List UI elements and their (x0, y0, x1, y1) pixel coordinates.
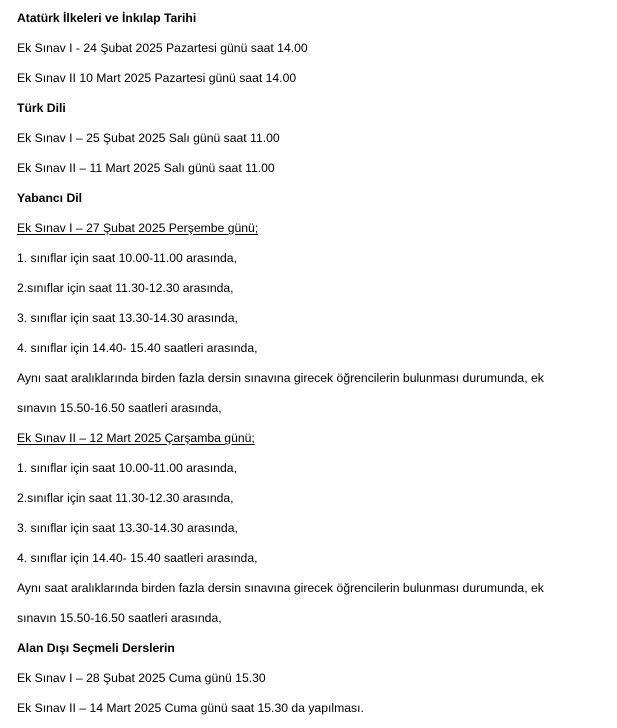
alan-disi-exam-2: Ek Sınav II – 14 Mart 2025 Cuma günü saat 15.30 da yapılması. (17, 701, 364, 715)
ataturk-exam-1: Ek Sınav I - 24 Şubat 2025 Pazartesi günü saat 14.00 (17, 41, 308, 55)
section-heading-turk-dili: Türk Dili (17, 101, 66, 115)
yabanci-dil-exam-2-line: 3. sınıflar için saat 13.30-14.30 arasında, (17, 521, 238, 535)
alan-disi-exam-1: Ek Sınav I – 28 Şubat 2025 Cuma günü 15.30 (17, 671, 266, 685)
yabanci-dil-exam-2-line: 4. sınıflar için 14.40- 15.40 saatleri arasında, (17, 551, 258, 565)
yabanci-dil-exam-2-line: 2.sınıflar için saat 11.30-12.30 arasında, (17, 491, 234, 505)
section-heading-alan-disi: Alan Dışı Seçmeli Derslerin (17, 641, 175, 655)
section-heading-yabanci-dil: Yabancı Dil (17, 191, 83, 205)
yabanci-dil-exam-1-line: 1. sınıflar için saat 10.00-11.00 arasında, (17, 251, 237, 265)
yabanci-dil-exam-1-title: Ek Sınav I – 27 Şubat 2025 Perşembe günü; (17, 221, 259, 235)
turk-dili-exam-2: Ek Sınav II – 11 Mart 2025 Salı günü saat 11.00 (17, 161, 275, 175)
yabanci-dil-exam-1-line: 3. sınıflar için saat 13.30-14.30 arasında, (17, 311, 238, 325)
yabanci-dil-exam-1-line: Aynı saat aralıklarında birden fazla dersin sınavına girecek öğrencilerin bulunması durumunda, ek (17, 371, 544, 385)
yabanci-dil-exam-1-line: 2.sınıflar için saat 11.30-12.30 arasında, (17, 281, 234, 295)
section-heading-ataturk: Atatürk İlkeleri ve İnkılap Tarihi (17, 11, 197, 25)
yabanci-dil-exam-1-line: 4. sınıflar için 14.40- 15.40 saatleri arasında, (17, 341, 258, 355)
turk-dili-exam-1: Ek Sınav I – 25 Şubat 2025 Salı günü saat 11.00 (17, 131, 280, 145)
yabanci-dil-exam-2-line: Aynı saat aralıklarında birden fazla dersin sınavına girecek öğrencilerin bulunması durumunda, ek (17, 581, 544, 595)
yabanci-dil-exam-2-line: sınavın 15.50-16.50 saatleri arasında, (17, 611, 222, 625)
document-body (17, 7, 612, 727)
yabanci-dil-exam-2-title: Ek Sınav II – 12 Mart 2025 Çarşamba günü; (17, 431, 255, 445)
yabanci-dil-exam-1-line: sınavın 15.50-16.50 saatleri arasında, (17, 401, 222, 415)
yabanci-dil-exam-2-line: 1. sınıflar için saat 10.00-11.00 arasında, (17, 461, 237, 475)
ataturk-exam-2: Ek Sınav II 10 Mart 2025 Pazartesi günü saat 14.00 (17, 71, 297, 85)
